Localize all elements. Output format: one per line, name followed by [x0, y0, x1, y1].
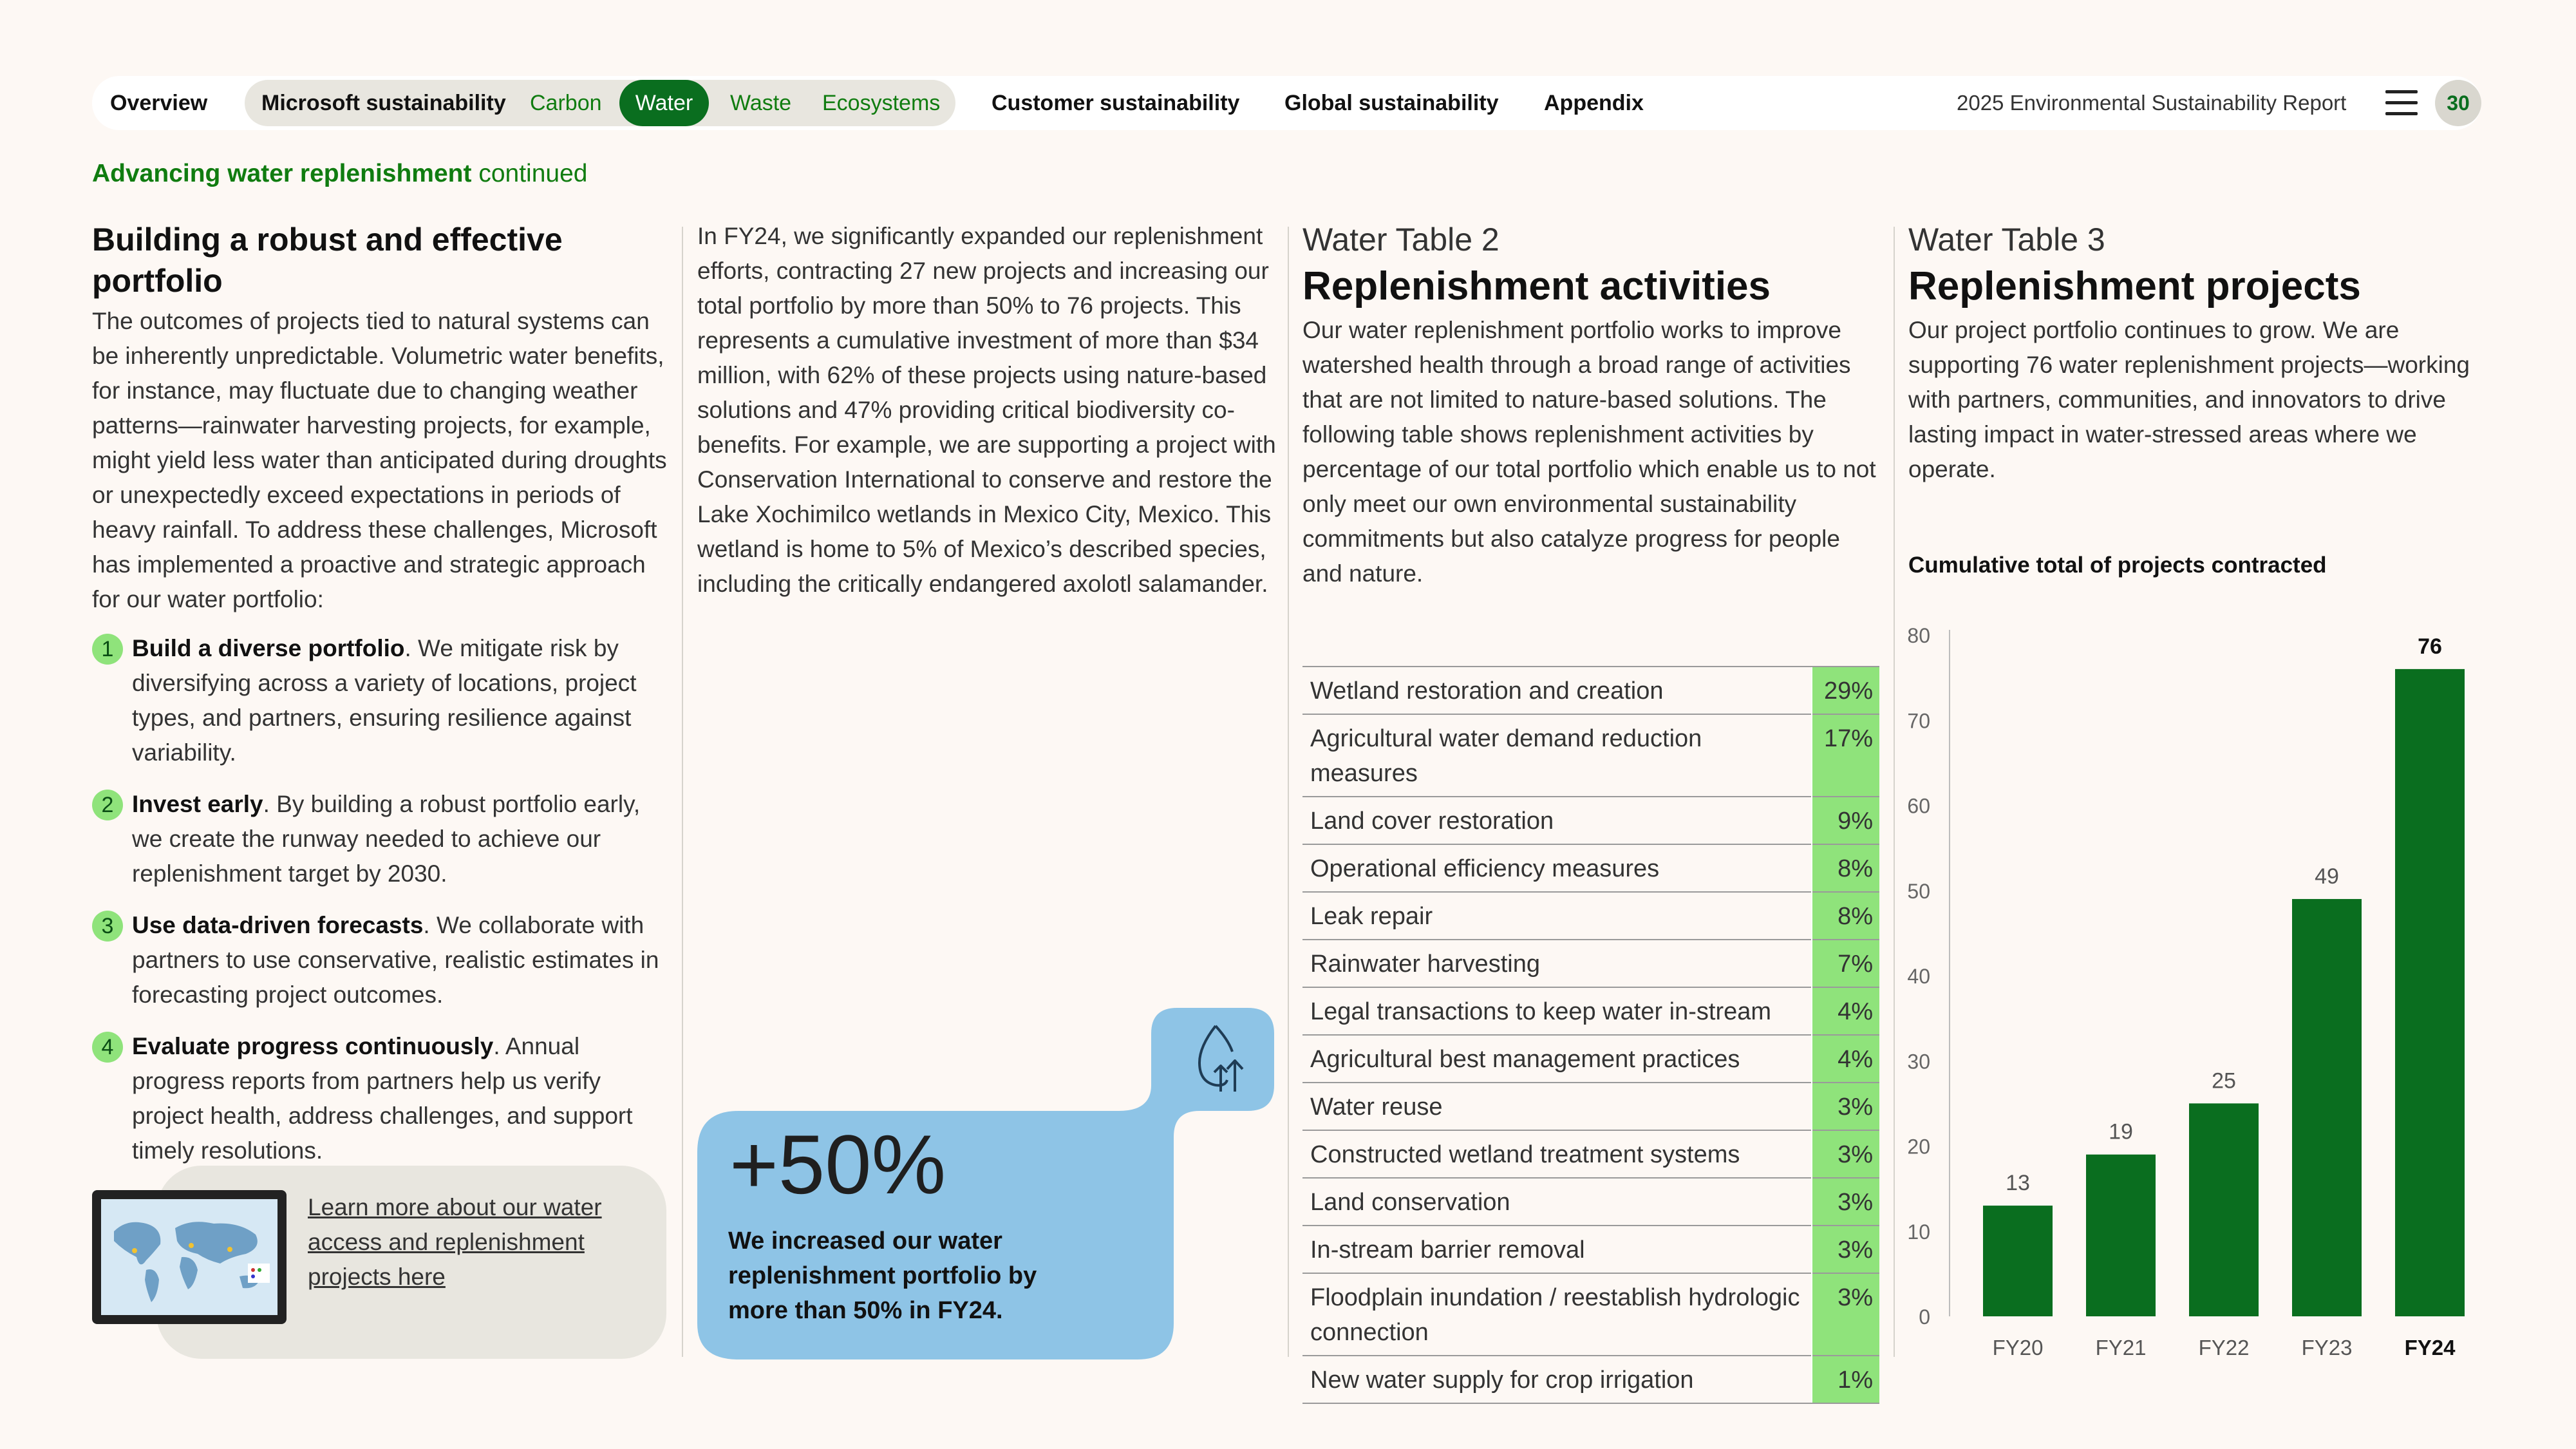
nav-waste[interactable]: Waste [730, 91, 792, 115]
chart-title: Cumulative total of projects contracted [1908, 553, 2327, 578]
table-row [1302, 940, 1879, 987]
step-text: . Annual progress reports from partners help us verify project health, address challenges, and support timely resolutions. [132, 1033, 633, 1164]
activity-percent: 3% [1812, 1273, 1879, 1356]
activity-label: Leak repair [1302, 892, 1812, 940]
activity-percent: 8% [1812, 844, 1879, 892]
table-row [1302, 714, 1879, 797]
section-suffix: continued [471, 160, 588, 187]
nav-carbon[interactable]: Carbon [530, 91, 602, 115]
nav-water-active[interactable]: Water [619, 80, 709, 126]
y-tick-label: 80 [1907, 624, 1930, 647]
table3-body: Our project portfolio continues to grow. We are supporting 76 water replenishment projects—working with partners, communities, and innovators to drive lasting impact in water-stressed areas where we operate. [1908, 317, 2470, 482]
table2-body: Our water replenishment portfolio works to improve watershed health through a broad range of activities that are not limited to nature-based solutions. The following table shows replenishment activities by percentage of our total portfolio which enable us to not only meet our own environmental sustainability commitments but also catalyze progress for people and nature. [1302, 317, 1876, 587]
x-tick-label: FY22 [2198, 1336, 2250, 1359]
nav-customer-sustainability[interactable]: Customer sustainability [992, 91, 1240, 115]
activity-percent: 17% [1812, 714, 1879, 797]
nav-global-sustainability[interactable]: Global sustainability [1284, 91, 1499, 115]
table-row [1302, 892, 1879, 940]
activity-percent: 8% [1812, 892, 1879, 940]
nav-appendix[interactable]: Appendix [1544, 91, 1644, 115]
table-row [1302, 1130, 1879, 1178]
table-row [1302, 1356, 1879, 1403]
hamburger-menu-icon[interactable] [2385, 90, 2418, 116]
table-row [1302, 667, 1879, 714]
activity-percent: 4% [1812, 1035, 1879, 1083]
table-row [1302, 987, 1879, 1035]
column-divider [1894, 227, 1895, 1357]
portfolio-heading: Building a robust and effective portfolio [92, 222, 563, 299]
section-title: Advancing water replenishment [92, 160, 472, 187]
column-divider [1288, 227, 1289, 1357]
activity-percent: 3% [1812, 1226, 1879, 1273]
y-tick-label: 40 [1907, 965, 1930, 988]
world-map-icon [101, 1199, 277, 1315]
bar-value-label: 13 [2006, 1171, 2030, 1196]
page-number-badge: 30 [2435, 80, 2481, 126]
step-title: Build a diverse portfolio [132, 635, 405, 661]
step-text: . By building a robust portfolio early, we create the runway needed to achieve our replenishment target by 2030. [132, 791, 641, 887]
bar-value-label: 25 [2212, 1068, 2236, 1094]
activity-label: Floodplain inundation / reestablish hydrologic connection [1302, 1273, 1812, 1356]
section-label [92, 160, 587, 188]
table-row [1302, 1178, 1879, 1226]
nav-microsoft-sustainability[interactable]: Microsoft sustainability [261, 91, 506, 115]
table-row [1302, 1273, 1879, 1356]
step-number: 2 [92, 790, 123, 820]
step-title: Evaluate progress continuously [132, 1033, 494, 1059]
activity-percent: 7% [1812, 940, 1879, 987]
water-drop-up-arrow-icon [1190, 1021, 1254, 1095]
nav-ecosystems[interactable]: Ecosystems [822, 91, 941, 115]
step-number: 3 [92, 911, 123, 942]
y-tick-label: 30 [1907, 1050, 1930, 1074]
portfolio-intro: The outcomes of projects tied to natural systems can be inherently unpredictable. Volumetric water benefits, for instance, may fluctuate due to changing weather patterns—rainwater harvesting projects, for example, might yield less water than anticipated during droughts or unexpectedly exceed expectations in periods of heavy rainfall. To address these challenges, Microsoft has implemented a proactive and strategic approach for our water portfolio: [92, 308, 667, 612]
activity-percent: 3% [1812, 1083, 1879, 1130]
bar-fy20 [1983, 1206, 2053, 1316]
activity-percent: 3% [1812, 1178, 1879, 1226]
projects-bar-chart [1899, 612, 2479, 1372]
step-item [92, 787, 672, 891]
y-tick-label: 70 [1907, 709, 1930, 733]
step-number: 1 [92, 634, 123, 665]
table3-kicker: Water Table 3 [1908, 222, 2105, 258]
table-row [1302, 1083, 1879, 1130]
step-text: . We collaborate with partners to use conservative, realistic estimates in forecasting project outcomes. [132, 912, 659, 1008]
bar-fy24 [2395, 669, 2465, 1316]
y-tick-label: 60 [1907, 794, 1930, 818]
y-tick-label: 20 [1907, 1135, 1930, 1159]
bar-fy21 [2086, 1155, 2156, 1316]
table3-title: Replenishment projects [1908, 264, 2361, 308]
tablet-map-image [92, 1190, 287, 1324]
bar-value-label: 76 [2418, 634, 2442, 659]
activity-percent: 9% [1812, 797, 1879, 844]
column-portfolio [92, 219, 672, 1185]
activity-percent: 29% [1812, 667, 1879, 714]
x-tick-label: FY21 [2095, 1336, 2147, 1359]
column-projects [1908, 219, 2481, 487]
x-tick-label: FY20 [1992, 1336, 2044, 1359]
nav-group-microsoft [245, 80, 955, 126]
column-activities [1302, 219, 1882, 591]
expansion-body: In FY24, we significantly expanded our replenishment efforts, contracting 27 new projects and increasing our total portfolio by more than 50% to 76 projects. This represents a cumulative investment of more than $34 million, with 62% of these projects using nature-based solutions and 47% providing critical biodiversity co-benefits. For example, we are supporting a project with Conservation International to conserve and restore the Lake Xochimilco wetlands in Mexico City, Mexico. This wetland is home to 5% of Mexico’s described species, including the critically endangered axolotl salamander. [697, 223, 1276, 597]
activity-label: Operational efficiency measures [1302, 844, 1812, 892]
bar-fy22 [2189, 1103, 2259, 1316]
step-text: . We mitigate risk by diversifying across a variety of locations, project types, and partners, ensuring resilience against variability. [132, 635, 637, 766]
activity-label: Rainwater harvesting [1302, 940, 1812, 987]
step-title: Use data-driven forecasts [132, 912, 424, 938]
portfolio-steps [92, 631, 672, 1168]
bar-value-label: 19 [2109, 1119, 2133, 1144]
x-tick-label: FY23 [2301, 1336, 2353, 1359]
activity-label: Agricultural water demand reduction measures [1302, 714, 1812, 797]
activity-label: New water supply for crop irrigation [1302, 1356, 1812, 1403]
activity-label: Land cover restoration [1302, 797, 1812, 844]
table-row [1302, 844, 1879, 892]
step-item [92, 631, 672, 770]
bar-value-label: 49 [2315, 864, 2339, 889]
table-row [1302, 797, 1879, 844]
step-item [92, 908, 672, 1012]
y-tick-label: 0 [1919, 1305, 1930, 1329]
column-divider [682, 227, 683, 1357]
y-tick-label: 10 [1907, 1220, 1930, 1244]
report-title: 2025 Environmental Sustainability Report [1957, 91, 2347, 115]
activity-percent: 1% [1812, 1356, 1879, 1403]
table2-kicker: Water Table 2 [1302, 222, 1500, 258]
activity-label: Agricultural best management practices [1302, 1035, 1812, 1083]
activity-label: In-stream barrier removal [1302, 1226, 1812, 1273]
table-row [1302, 1226, 1879, 1273]
bar-fy23 [2292, 899, 2362, 1316]
activity-label: Legal transactions to keep water in-stream [1302, 987, 1812, 1035]
x-tick-label: FY24 [2404, 1336, 2456, 1359]
activity-label: Water reuse [1302, 1083, 1812, 1130]
replenishment-activities-table [1302, 666, 1879, 1404]
step-title: Invest early [132, 791, 263, 817]
step-number: 4 [92, 1032, 123, 1063]
top-navigation [92, 76, 2481, 130]
activity-label: Wetland restoration and creation [1302, 667, 1812, 714]
callout-text: We increased our water replenishment portfolio by more than 50% in FY24. [728, 1227, 1037, 1324]
step-item [92, 1029, 672, 1168]
activity-label: Land conservation [1302, 1178, 1812, 1226]
column-expansion [697, 219, 1277, 601]
activity-percent: 4% [1812, 987, 1879, 1035]
table2-title: Replenishment activities [1302, 264, 1771, 308]
learn-more-link[interactable]: Learn more about our water access and replenishment projects here [308, 1194, 602, 1290]
nav-overview[interactable]: Overview [110, 91, 208, 115]
table-row [1302, 1035, 1879, 1083]
callout-value: +50% [729, 1117, 946, 1211]
y-tick-label: 50 [1907, 879, 1930, 903]
activity-label: Constructed wetland treatment systems [1302, 1130, 1812, 1178]
activity-percent: 3% [1812, 1130, 1879, 1178]
